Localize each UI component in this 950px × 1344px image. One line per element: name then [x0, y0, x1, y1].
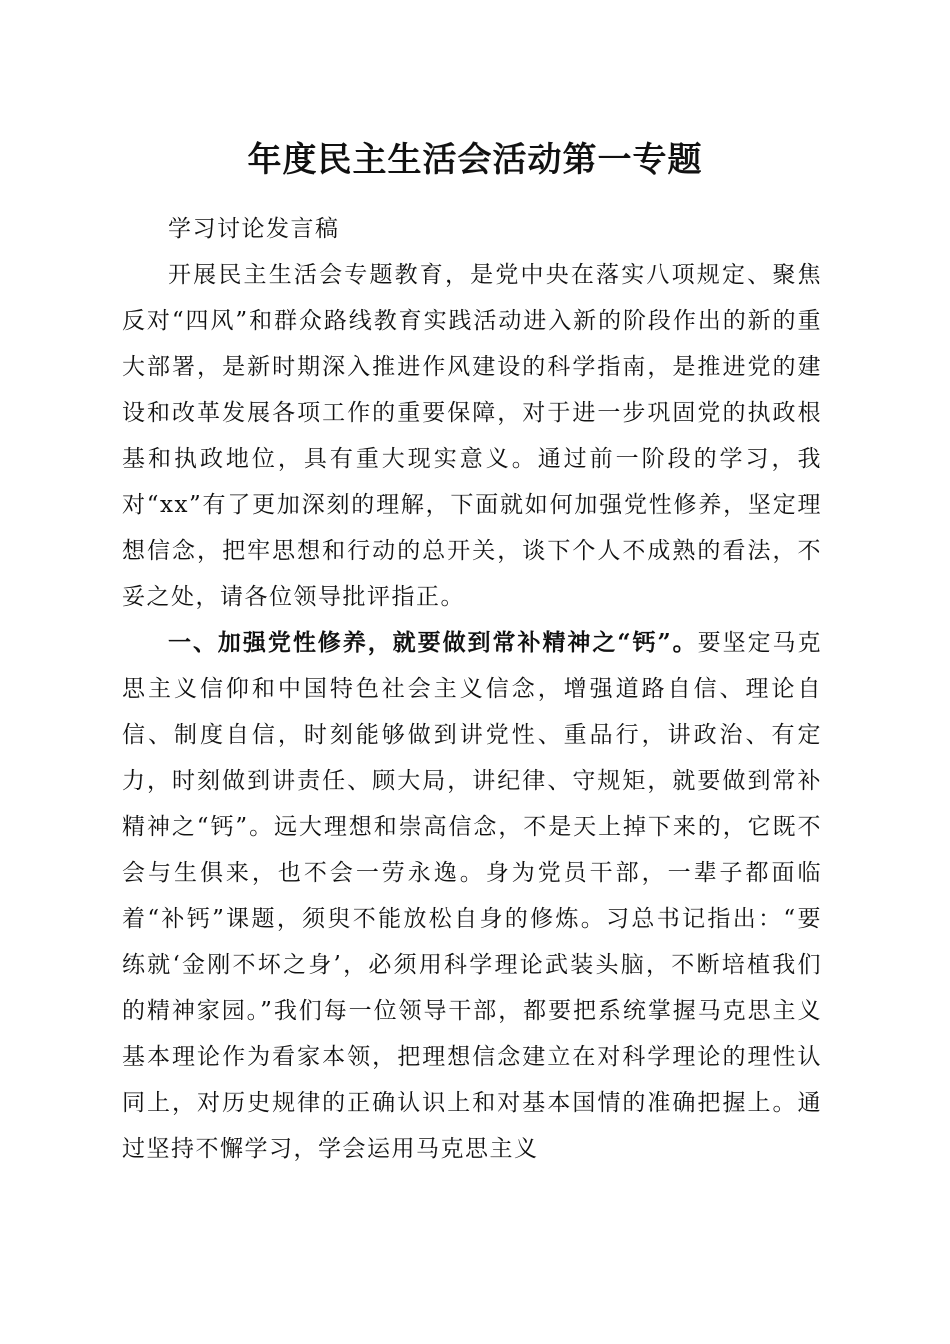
section-1-heading: 一、加强党性修养，就要做到常补精神之“钙”。 [168, 629, 698, 656]
document-subtitle: 学习讨论发言稿 [168, 216, 340, 242]
section-1-paragraph [122, 620, 822, 1172]
section-1-body: 要坚定马克思主义信仰和中国特色社会主义信念，增强道路自信、理论自信、制度自信，时刻能够做到讲党性、重品行，讲政治、有定力，时刻做到讲责任、顾大局，讲纪律、守规矩，就要做到常补精神之“钙”。远大理想和崇高信念，不是天上掉下来的，它既不会与生俱来，也不会一劳永逸。身为党员干部，一辈子都面临着“补钙”课题，须臾不能放松自身的修炼。习总书记指出：“要练就‘金刚不坏之身’，必须用科学理论武装头脑，不断培植我们的精神家园。”我们每一位领导干部，都要把系统掌握马克思主义基本理论作为看家本领，把理想信念建立在对科学理论的理性认同上，对历史规律的正确认识上和对基本国情的准确把握上。通过坚持不懈学习，学会运用马克思主义 [122, 630, 822, 1162]
document-title: 年度民主生活会活动第一专题 [247, 140, 703, 180]
intro-paragraph: 开展民主生活会专题教育，是党中央在落实八项规定、聚焦反对“四风”和群众路线教育实践活动进入新的阶段作出的新的重大部署，是新时期深入推进作风建设的科学指南，是推进党的建设和改革发展各项工作的重要保障，对于进一步巩固党的执政根基和执政地位，具有重大现实意义。通过前一阶段的学习，我对“xx”有了更加深刻的理解，下面就如何加强党性修养，坚定理想信念，把牢思想和行动的总开关，谈下个人不成熟的看法，不妥之处，请各位领导批评指正。 [122, 262, 822, 610]
document-body [122, 206, 822, 1172]
